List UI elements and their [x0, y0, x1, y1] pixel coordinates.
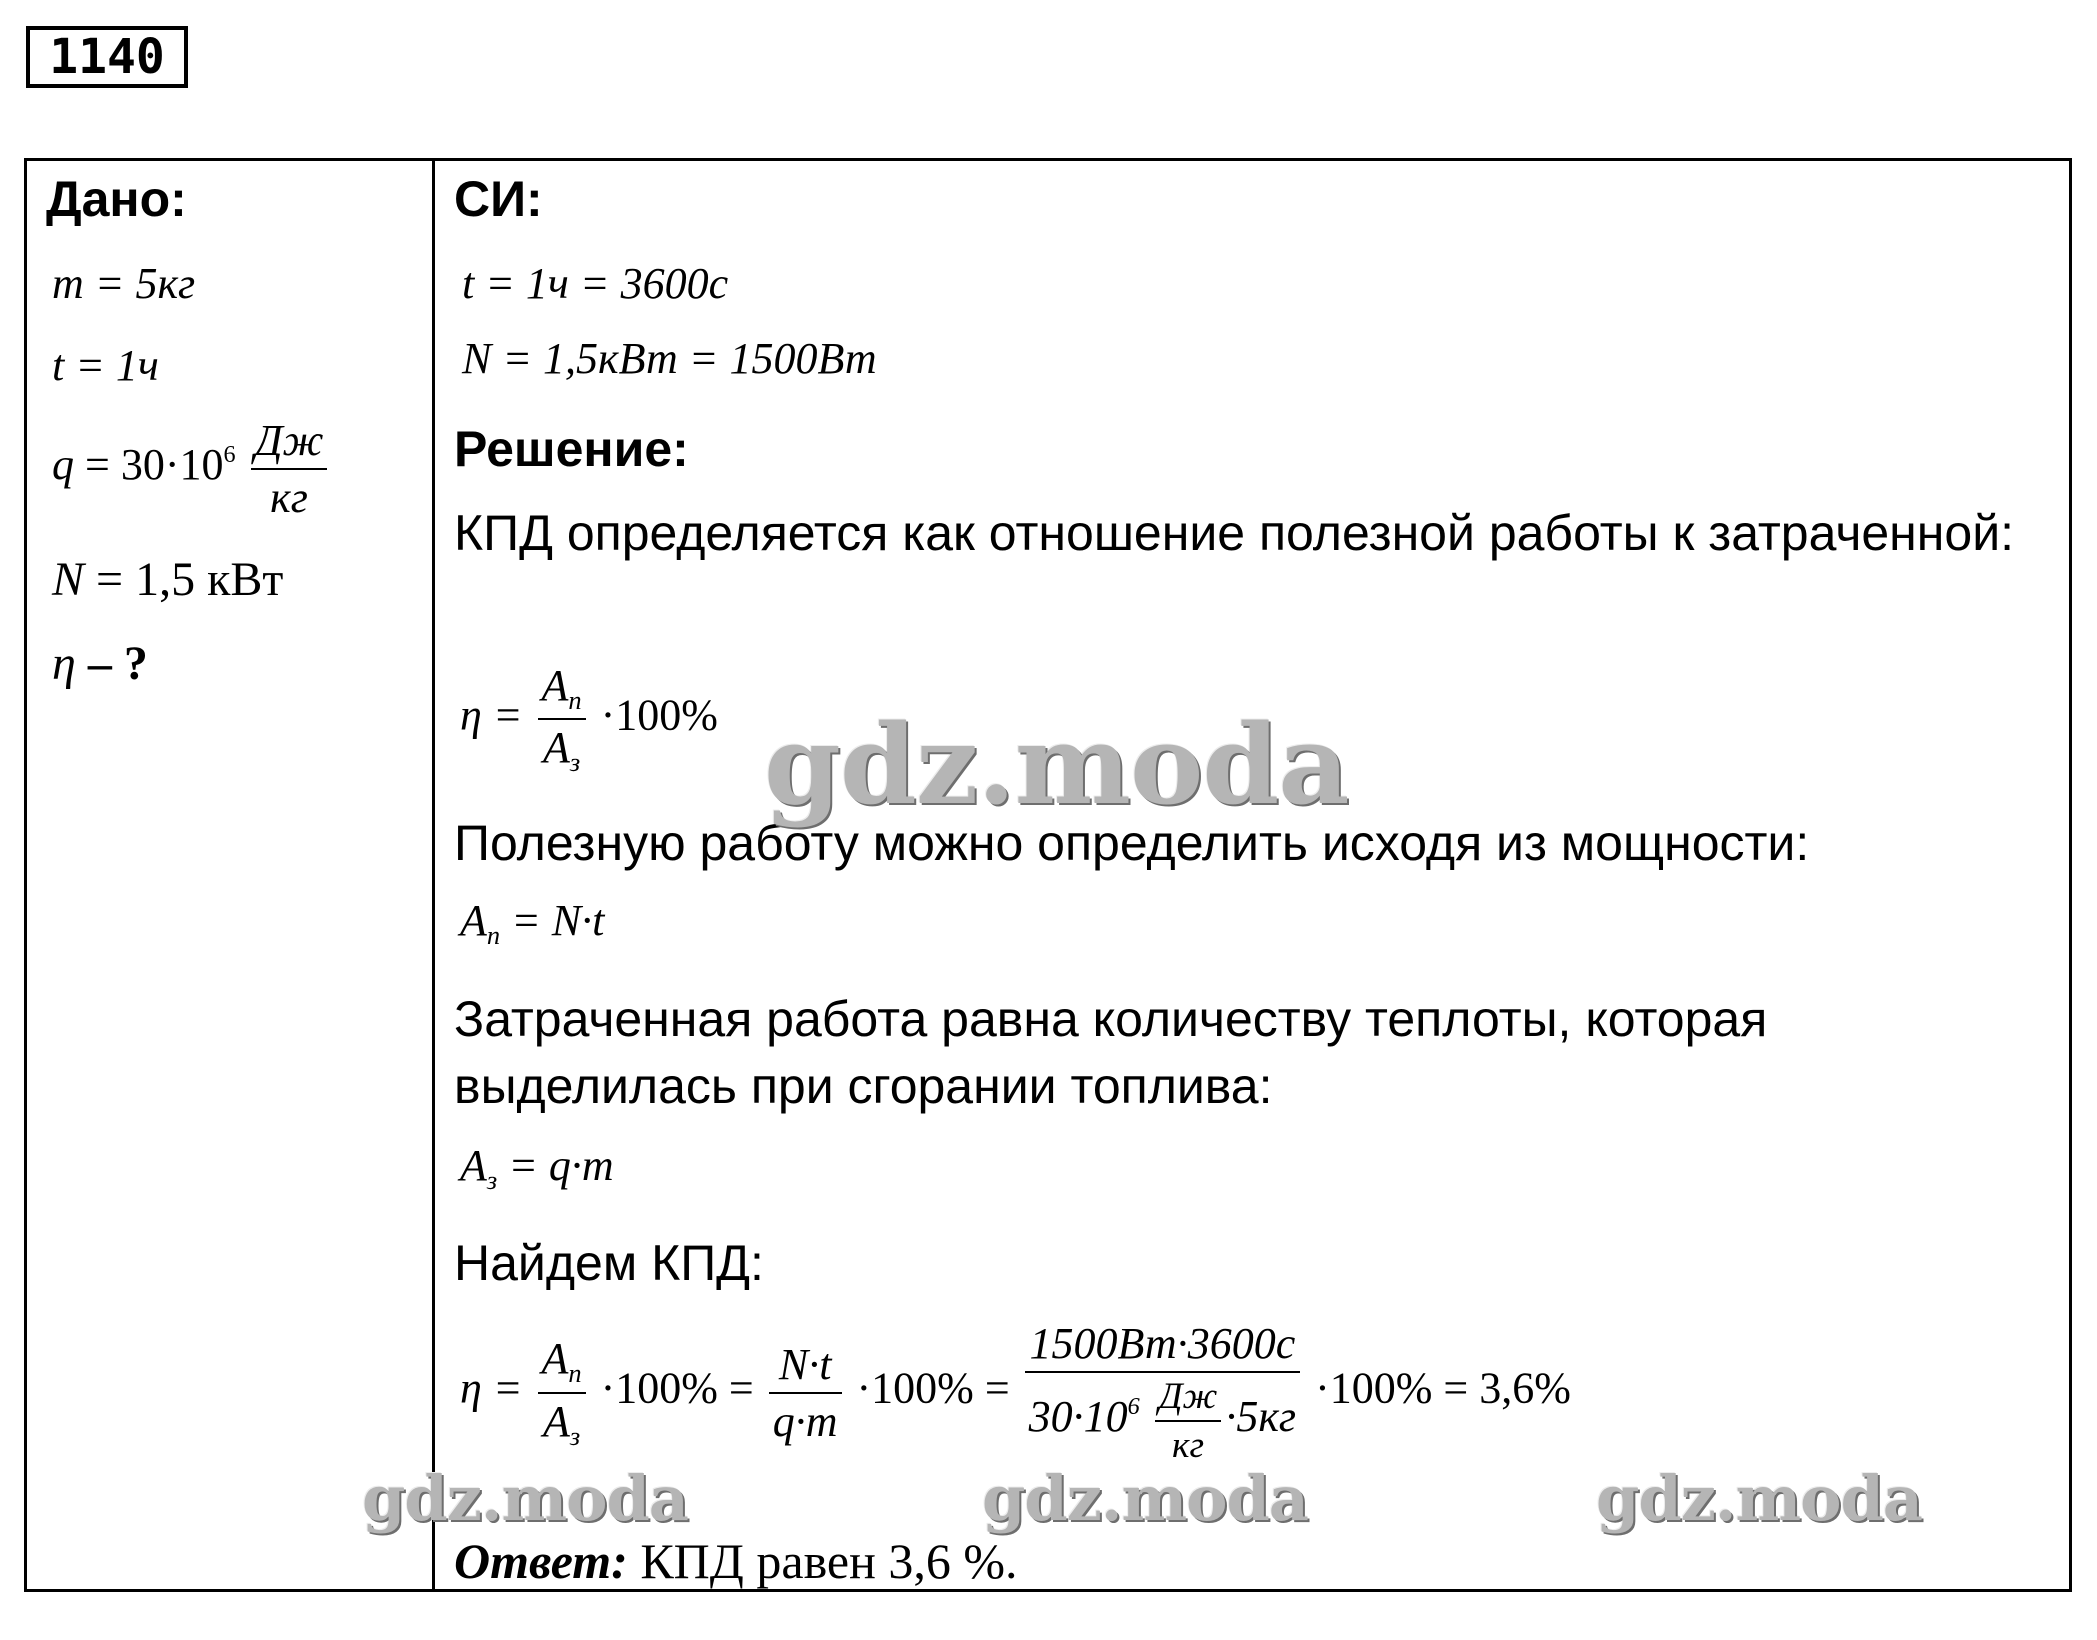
solution-title: Решение: — [454, 421, 689, 477]
given-unknown: η – ? — [52, 637, 148, 690]
solution-paragraph-2: Полезную работу можно определить исходя из мощности: — [454, 815, 1810, 871]
solution-paragraph-1: КПД определяется как отношение полезной работы к затраченной: — [454, 505, 2015, 561]
efficiency-formula: η = $\frac{A_п}{A_з}$ ·100% — [460, 661, 718, 778]
final-calculation: η = $\frac{A_п}{A_з}$ ·100% = $\frac{N\cdot t}{q\cdot m}$ ·100% = 1500Вт·3600с $30\cdot 10^6$ $\frac{Дж}{кг}$ ·5кг ·100% = 3,6% — [460, 1319, 1571, 1466]
watermark-logo: gdz.moda — [362, 1462, 688, 1535]
given-title: Дано: — [46, 171, 187, 227]
si-power: N = 1,5кВт = 1500Вт — [462, 334, 877, 383]
si-title: СИ: — [454, 171, 543, 227]
given-power: N = 1,5 кВт — [52, 553, 284, 606]
answer: Ответ: КПД равен 3,6 %. — [454, 1533, 1018, 1589]
problem-number: 1140 — [26, 26, 188, 88]
useful-work-formula: $A_п = N\cdot t$ — [460, 896, 605, 951]
watermark-logo: gdz.moda — [982, 1462, 1308, 1535]
column-divider — [432, 158, 435, 1592]
spent-work-formula: $A_з = q\cdot m$ — [460, 1141, 614, 1196]
given-mass: m = 5кг — [52, 259, 196, 308]
watermark-logo: gdz.moda — [1596, 1462, 1922, 1535]
si-time: t = 1ч = 3600с — [462, 259, 729, 308]
solution-paragraph-3: Затраченная работа равна количеству теплоты, которая выделилась при сгорании топлива: — [454, 991, 1768, 1114]
watermark-logo: gdz.moda — [764, 700, 1349, 829]
given-time: t = 1ч — [52, 341, 159, 390]
given-heat-of-combustion: $q = 30\cdot 10^6$ $\frac{Дж}{кг}$ — [52, 415, 331, 523]
solution-paragraph-4: Найдем КПД: — [454, 1235, 764, 1291]
